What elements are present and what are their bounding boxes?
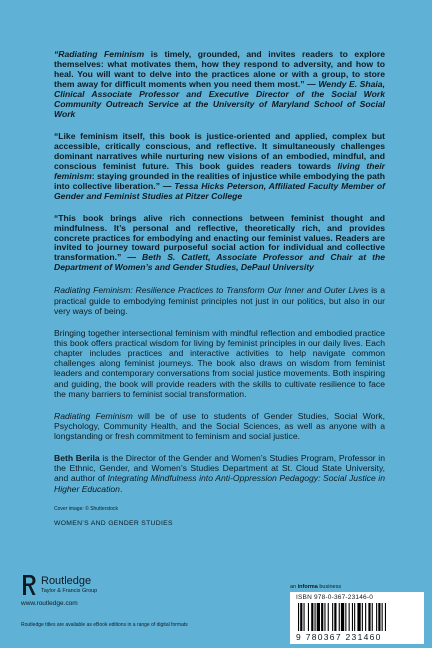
review-blurb-1 xyxy=(54,50,385,120)
subject-category: WOMEN’S AND GENDER STUDIES xyxy=(54,519,173,527)
book-title-short: Radiating Feminism xyxy=(54,410,133,421)
isbn-digits: 9 780367 231460 xyxy=(296,632,382,642)
blurb-1-title: “Radiating Feminism xyxy=(54,49,145,59)
blurb-1-attribution: — Wendy E. Shaia, Clinical Associate Professor and Executive Director of the Social Work Community Outreach Service at the University of Maryland School of Social Work xyxy=(54,78,385,119)
barcode-bar xyxy=(317,603,320,631)
description-1-text: is a practical guide to embodying feminist principles not just in our politics, but also in our very ways of being. xyxy=(54,285,385,316)
barcode-bar xyxy=(339,603,340,631)
blurb-2-text: “Like feminism itself, this book is justice-oriented and applied, complex but accessible, critically conscious, and reflective. It simultaneously challenges dominant narratives while nurturing new visions of an embodied, mindful, and conscious feminist future. This book guides readers towards xyxy=(54,130,385,171)
publisher-block xyxy=(21,574,171,607)
barcode-bar xyxy=(304,603,305,631)
blurb-1-text: is timely, grounded, and invites readers to explore themselves: what motivates them, how they respond to adversity, and how to heal. You will want to delve into the practices alone or with a group, to store them away for difficult moments when you need them most.” xyxy=(54,49,385,89)
description-paragraph-1 xyxy=(54,285,385,315)
blurb-2-attribution: — Tessa Hicks Peterson, Affiliated Faculty Member of Gender and Feminist Studies at Pitzer College xyxy=(54,180,385,201)
barcode-bar xyxy=(368,603,370,631)
author-previous-book: Integrating Mindfulness into Anti-Oppression Pedagogy: Social Justice in Higher Education xyxy=(54,473,385,494)
barcode-bar xyxy=(352,603,353,631)
barcode-bar xyxy=(300,603,302,631)
review-blurb-2 xyxy=(54,132,385,202)
publisher-name: Routledge xyxy=(41,575,92,587)
routledge-logo-icon xyxy=(21,574,37,596)
barcode-bar xyxy=(362,603,363,631)
blurb-2-italic: living their feminism xyxy=(54,160,385,181)
author-bio xyxy=(54,453,385,494)
barcode-bar xyxy=(354,603,355,631)
review-blurb-3 xyxy=(54,214,385,274)
book-title-italic: Radiating Feminism: Resilience Practices to Transform Our Inner and Outer Lives xyxy=(54,285,369,296)
barcode-bar xyxy=(385,603,386,631)
author-bio-end: . xyxy=(119,483,123,494)
back-cover-text xyxy=(54,50,385,527)
barcode-bar xyxy=(345,603,346,631)
author-name: Beth Berila xyxy=(54,453,100,464)
informa-prefix: an xyxy=(290,584,298,590)
barcode-bar xyxy=(332,603,333,631)
blurb-3-attribution: — Beth S. Catlett, Associate Professor and Chair at the Department of Women’s and Gender Studies, DePaul University xyxy=(54,252,385,273)
informa-business-label xyxy=(290,584,341,590)
barcode-bar xyxy=(324,603,325,631)
ebook-note: Routledge titles are available as eBook editions in a range of digital formats xyxy=(21,622,188,628)
informa-suffix: business xyxy=(317,584,342,590)
barcode-bars xyxy=(298,603,416,631)
isbn-text: ISBN 978-0-367-23146-0 xyxy=(296,594,374,601)
barcode-bar xyxy=(334,603,336,631)
barcode-bar xyxy=(308,603,309,631)
barcode-bar xyxy=(376,603,377,631)
description-3-text: will be of use to students of Gender Studies, Social Work, Psychology, Community Health, and the Social Sciences, as well as anyone with a longstanding or fresh commitment to feminism and social justice. xyxy=(54,410,385,442)
description-paragraph-2: Bringing together intersectional feminism with mindful reflection and embodied practice this book offers practical wisdom for living by feminist principles in our daily lives. Each chapter includes practices and interactive activities to help navigate common challenges along feminist journeys. The book also draws on wisdom from feminist leaders and contemporary conversations from social justice movements. Both inspiring and guiding, the book will provide readers with the skills to cultivate resilience to face the many barriers to feminist social transformation. xyxy=(54,327,385,399)
barcode-bar xyxy=(321,603,323,631)
barcode-bar xyxy=(382,603,383,631)
blurb-3-text: “This book brings alive rich connections between feminist thought and mindfulness. It’s personal and reflective, theoretically rich, and provides concrete practices for embodying and enacting our feminist values. Readers are invited to journey toward purposeful social action for individual and collective transformation.” xyxy=(54,212,385,263)
publisher-url[interactable]: www.routledge.com xyxy=(21,600,78,607)
blurb-2-text-after: : staying grounded in the realities of injustice while embodying the path into collective liberation.” xyxy=(54,170,385,191)
description-paragraph-3 xyxy=(54,411,385,441)
informa-name: informa xyxy=(297,584,318,590)
barcode-bar xyxy=(341,603,344,631)
publisher-group: Taylor & Francis Group xyxy=(41,588,98,594)
author-bio-text: is the Director of the Gender and Women’s Studies Program, Professor in the Ethnic, Gender, and Women’s Studies Department at St. Cloud State University, and author of xyxy=(54,453,385,484)
barcode-bar xyxy=(349,603,350,631)
barcode-bar xyxy=(365,603,366,631)
barcode-bar xyxy=(298,603,299,631)
barcode-bar xyxy=(357,603,360,631)
barcode-bar xyxy=(315,603,316,631)
isbn-barcode xyxy=(290,592,424,644)
barcode-bar xyxy=(311,603,313,631)
barcode-bar xyxy=(328,603,329,631)
barcode-bar xyxy=(372,603,373,631)
barcode-bar xyxy=(378,603,380,631)
cover-credit: Cover image: © Shutterstock xyxy=(54,505,118,512)
